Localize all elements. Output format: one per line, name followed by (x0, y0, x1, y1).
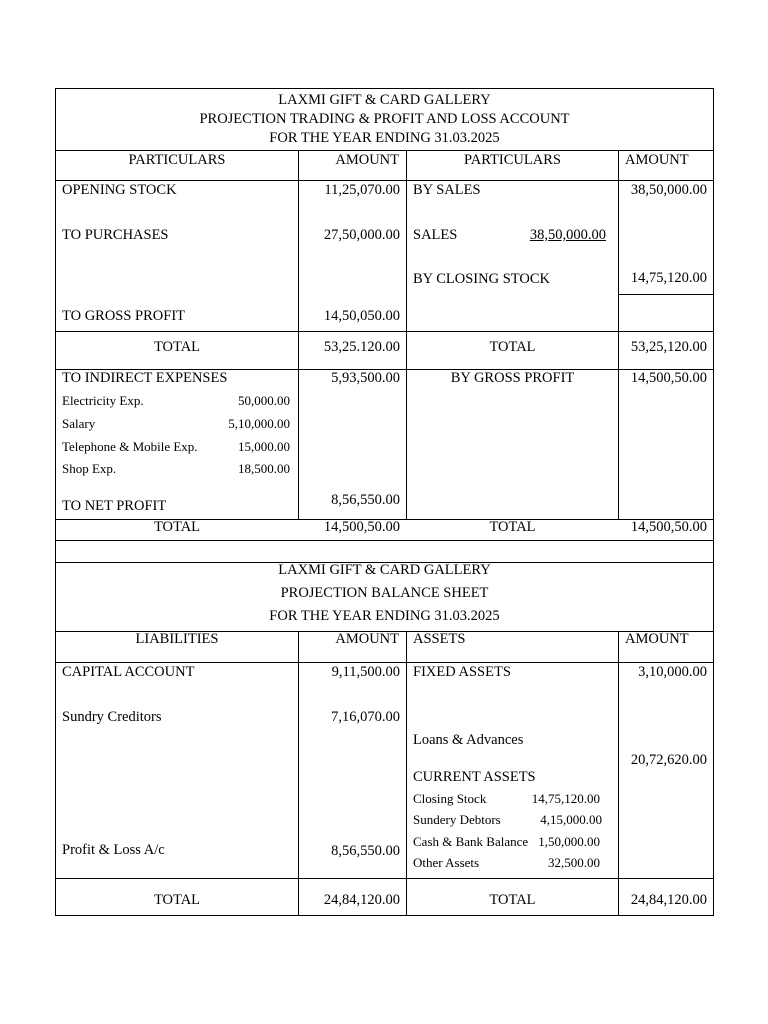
rule (56, 878, 713, 879)
balance-title: PROJECTION BALANCE SHEET (280, 585, 489, 601)
balance-period: FOR THE YEAR ENDING 31.03.2025 (269, 608, 500, 624)
indirect-expenses-amount: 5,93,500.00 (331, 370, 400, 386)
expense-label: Salary (62, 416, 96, 431)
total-amount: 24,84,120.00 (323, 892, 400, 908)
column-rule (298, 150, 299, 520)
current-assets-label: CURRENT ASSETS (413, 769, 536, 785)
financial-statement-sheet (55, 88, 714, 916)
current-asset-label: Closing Stock (413, 791, 487, 806)
closing-stock-label: BY CLOSING STOCK (413, 271, 550, 287)
by-gross-profit-amount: 14,500,50.00 (630, 370, 707, 386)
fixed-assets-amount: 3,10,000.00 (638, 664, 707, 680)
by-gross-profit-label: BY GROSS PROFIT (450, 370, 575, 386)
current-asset-amount: 1,50,000.00 (538, 834, 600, 849)
current-asset-label: Other Assets (413, 855, 480, 870)
total-label: TOTAL (153, 892, 201, 908)
current-assets-amount: 20,72,620.00 (630, 752, 707, 768)
profit-loss-amount: 8,56,550.00 (331, 843, 400, 859)
sales-amount: 38,50,000.00 (529, 227, 606, 243)
column-header-liabilities: LIABILITIES (135, 631, 219, 647)
balance-company-name: LAXMI GIFT & CARD GALLERY (278, 562, 491, 578)
total-amount: 53,25.120.00 (323, 339, 400, 355)
expense-label: Telephone & Mobile Exp. (62, 439, 198, 454)
column-rule (618, 150, 619, 520)
column-rule (406, 150, 407, 520)
column-header-particulars: PARTICULARS (464, 152, 561, 168)
total-label: TOTAL (489, 892, 536, 908)
net-profit-amount: 8,56,550.00 (331, 492, 400, 508)
net-profit-label: TO NET PROFIT (62, 498, 167, 514)
trading-period: FOR THE YEAR ENDING 31.03.2025 (269, 130, 500, 146)
expense-amount: 5,10,000.00 (228, 416, 290, 431)
by-sales-label: BY SALES (413, 182, 481, 198)
profit-loss-label: Profit & Loss A/c (62, 842, 165, 858)
column-header-amount: AMOUNT (335, 152, 399, 168)
column-header-particulars: PARTICULARS (128, 152, 226, 168)
column-header-assets: ASSETS (413, 631, 466, 647)
current-asset-label: Sundery Debtors (413, 812, 501, 827)
by-sales-amount: 38,50,000.00 (630, 182, 707, 198)
purchases-amount: 27,50,000.00 (323, 227, 400, 243)
expense-label: Electricity Exp. (62, 393, 144, 408)
opening-stock-label: OPENING STOCK (62, 182, 177, 198)
rule (56, 540, 713, 541)
loans-advances-label: Loans & Advances (413, 732, 524, 748)
total-amount: 53,25,120.00 (630, 339, 707, 355)
opening-stock-amount: 11,25,070.00 (324, 182, 400, 198)
trading-company-name: LAXMI GIFT & CARD GALLERY (278, 92, 491, 108)
current-asset-amount: 32,500.00 (548, 855, 600, 870)
total-amount: 24,84,120.00 (630, 892, 707, 908)
column-header-amount: AMOUNT (335, 631, 399, 647)
fixed-assets-label: FIXED ASSETS (413, 664, 511, 680)
rule (618, 294, 713, 295)
expense-amount: 15,000.00 (238, 439, 290, 454)
trading-title: PROJECTION TRADING & PROFIT AND LOSS ACCOUNT (199, 111, 570, 127)
sales-label: SALES (413, 227, 458, 243)
capital-account-label: CAPITAL ACCOUNT (62, 664, 195, 680)
column-header-amount: AMOUNT (625, 152, 689, 168)
expense-amount: 50,000.00 (238, 393, 290, 408)
closing-stock-amount: 14,75,120.00 (630, 270, 707, 286)
total-label: TOTAL (153, 519, 201, 535)
gross-profit-label: TO GROSS PROFIT (62, 308, 186, 324)
column-header-amount: AMOUNT (625, 631, 689, 647)
expense-amount: 18,500.00 (238, 461, 290, 476)
expense-label: Shop Exp. (62, 461, 117, 476)
total-amount: 14,500,50.00 (630, 519, 707, 535)
rule (56, 331, 713, 332)
sundry-creditors-label: Sundry Creditors (62, 709, 162, 725)
indirect-expenses-label: TO INDIRECT EXPENSES (62, 370, 228, 386)
total-amount: 14,500,50.00 (323, 519, 400, 535)
purchases-label: TO PURCHASES (62, 227, 169, 243)
current-asset-label: Cash & Bank Balance (413, 834, 529, 849)
gross-profit-amount: 14,50,050.00 (323, 308, 400, 324)
capital-account-amount: 9,11,500.00 (331, 664, 400, 680)
total-label: TOTAL (153, 339, 201, 355)
current-asset-amount: 4,15,000.00 (540, 812, 602, 827)
column-rule (406, 631, 407, 916)
current-asset-amount: 14,75,120.00 (531, 791, 600, 806)
total-label: TOTAL (489, 519, 536, 535)
sundry-creditors-amount: 7,16,070.00 (331, 709, 400, 725)
total-label: TOTAL (489, 339, 536, 355)
